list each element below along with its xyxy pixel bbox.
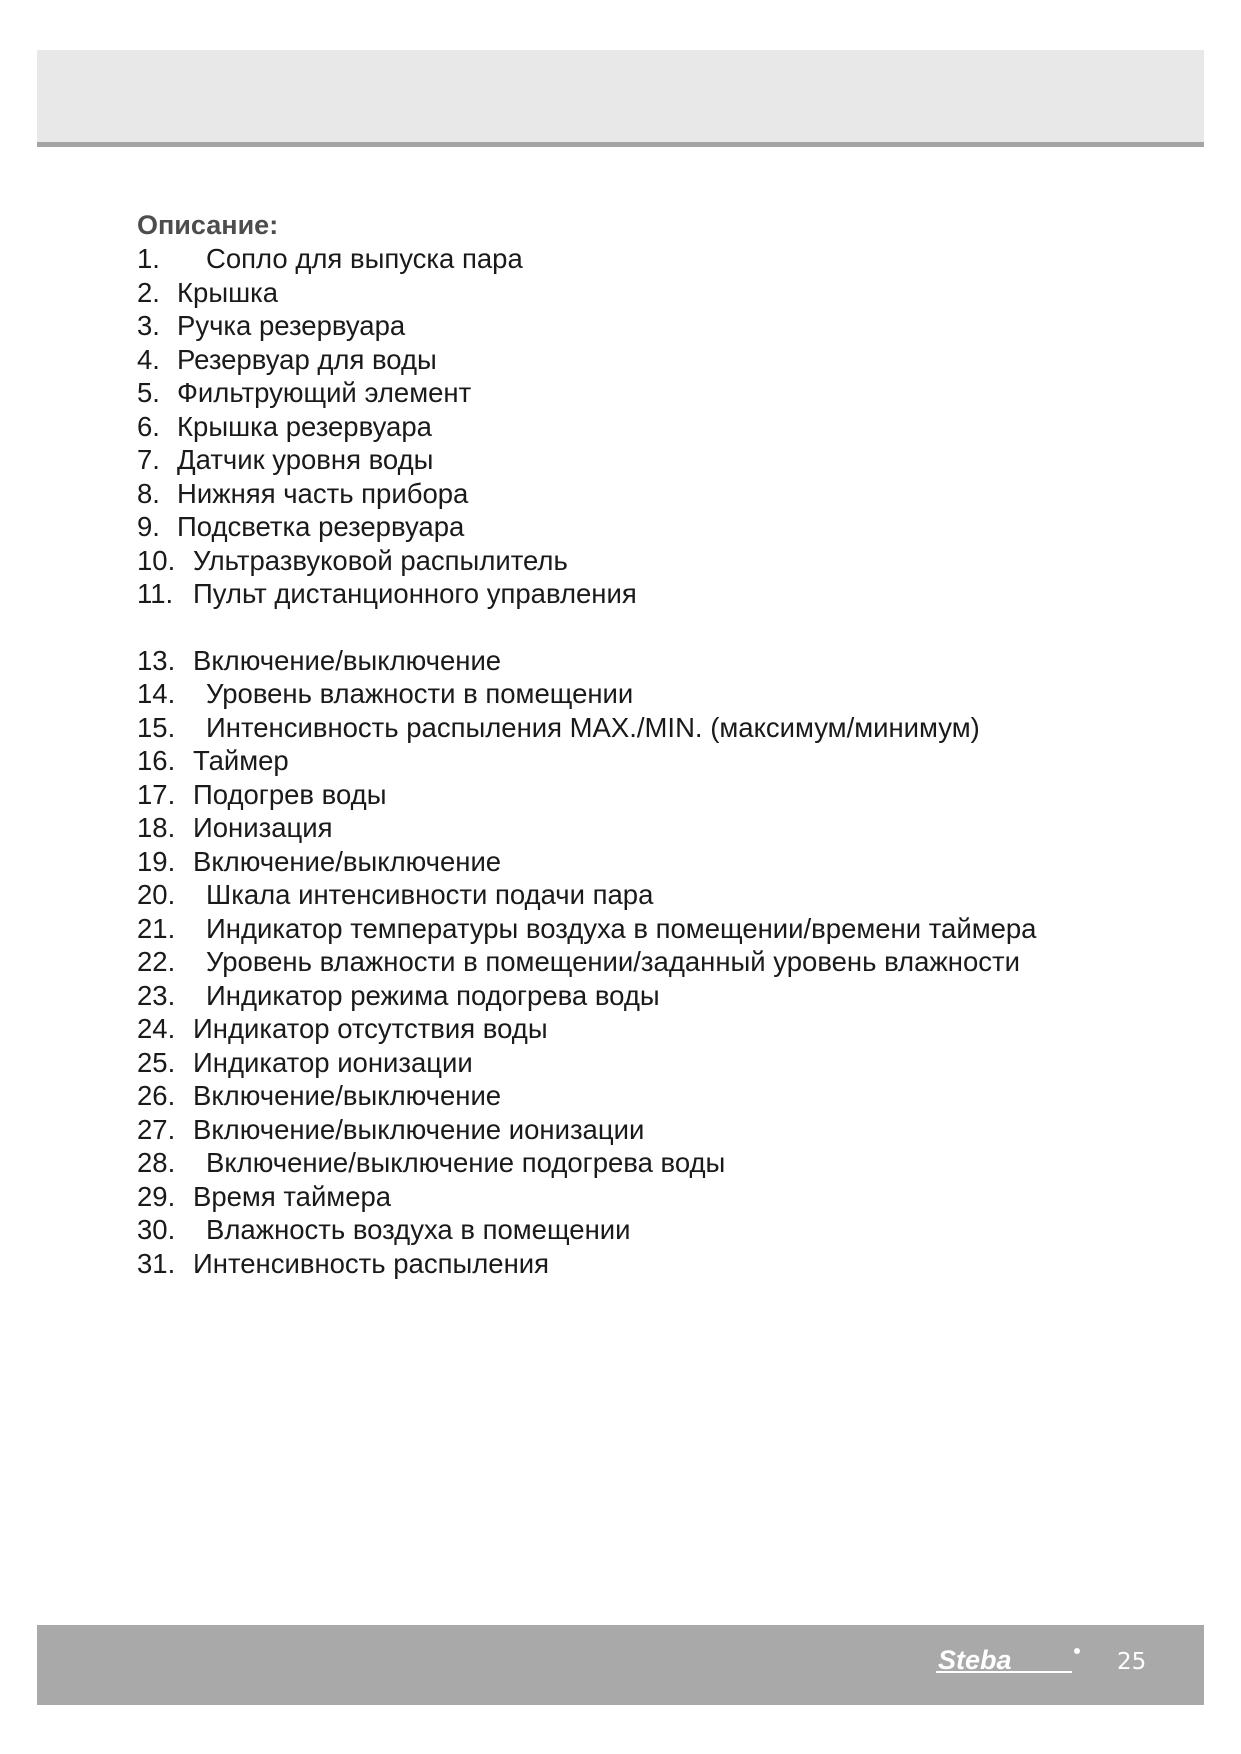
parts-list: [137, 242, 1137, 1280]
item-number: 26.: [137, 1080, 176, 1111]
description-section: [137, 208, 1137, 1280]
list-item: [137, 912, 1137, 946]
footer-band: [37, 1625, 1204, 1705]
item-number: 31.: [137, 1247, 176, 1279]
item-number: 3.: [137, 310, 160, 341]
list-item: [137, 1180, 1137, 1214]
item-text: Шкала интенсивности подачи пара: [206, 879, 654, 910]
item-text: Таймер: [193, 745, 289, 776]
item-text: Время таймера: [193, 1180, 392, 1212]
item-number: 4.: [137, 343, 160, 375]
item-text: Ионизация: [193, 812, 333, 843]
list-item: [137, 477, 1137, 511]
steba-logo-icon: [934, 1643, 1086, 1677]
item-text: Индикатор отсутствия воды: [193, 1013, 548, 1044]
item-number: 10.: [137, 544, 176, 576]
list-item: [137, 945, 1137, 979]
item-number: 6.: [137, 410, 160, 442]
item-text: Сопло для выпуска пара: [206, 243, 523, 274]
item-number: 18.: [137, 812, 176, 843]
item-text: Влажность воздуха в помещении: [206, 1214, 631, 1245]
item-text: Подогрев воды: [193, 778, 387, 810]
item-text: Уровень влажности в помещении: [206, 678, 634, 709]
item-number: 15.: [137, 711, 176, 743]
item-text: Интенсивность распыления: [193, 1247, 550, 1279]
list-item: [137, 778, 1137, 812]
item-text: Подсветка резервуара: [177, 511, 465, 542]
item-number: 7.: [137, 444, 160, 475]
item-number: 30.: [137, 1214, 176, 1245]
page-number: 25: [1117, 1649, 1147, 1675]
item-number: 16.: [137, 745, 176, 776]
list-item: [137, 343, 1137, 377]
list-item: [137, 811, 1137, 845]
list-item: [137, 979, 1137, 1013]
header-band: [37, 50, 1204, 147]
list-item: [137, 242, 1137, 276]
list-item: [137, 309, 1137, 343]
item-text: Включение/выключение: [193, 644, 502, 676]
list-item: [137, 276, 1137, 310]
list-item: [137, 376, 1137, 410]
item-number: 19.: [137, 845, 176, 877]
item-number: 22.: [137, 946, 176, 977]
item-text: Включение/выключение: [193, 1080, 502, 1111]
item-number: 24.: [137, 1013, 176, 1044]
item-number: 21.: [137, 912, 176, 944]
list-item: [137, 443, 1137, 477]
item-text: Индикатор режима подогрева воды: [206, 979, 660, 1011]
list-item: [137, 1113, 1137, 1147]
item-number: 25.: [137, 1046, 176, 1078]
item-number: 14.: [137, 678, 176, 709]
item-text: Крышка резервуара: [177, 410, 432, 442]
item-number: 11.: [137, 578, 174, 609]
list-item: [137, 1146, 1137, 1180]
list-item: [137, 845, 1137, 879]
item-number: 17.: [137, 778, 176, 810]
list-item: [137, 1046, 1137, 1080]
section-heading: Описание:: [137, 210, 279, 240]
item-text: Фильтрующий элемент: [177, 377, 472, 408]
list-item: [137, 711, 1137, 745]
item-text: Индикатор температуры воздуха в помещении/времени таймера: [206, 912, 1037, 944]
item-number: 13.: [137, 644, 176, 676]
item-text: Включение/выключение подогрева воды: [206, 1147, 726, 1178]
list-item: [137, 577, 1137, 611]
item-text: Индикатор ионизации: [193, 1046, 473, 1078]
item-text: Уровень влажности в помещении/заданный уровень влажности: [206, 946, 1020, 977]
list-item: [137, 1079, 1137, 1113]
item-text: Нижняя часть прибора: [177, 477, 469, 509]
list-item: [137, 1012, 1137, 1046]
list-item: [137, 878, 1137, 912]
item-number: 2.: [137, 276, 160, 308]
list-item: [137, 677, 1137, 711]
item-text: Датчик уровня воды: [177, 444, 434, 475]
item-text: Включение/выключение: [193, 845, 502, 877]
item-number: 28.: [137, 1147, 176, 1178]
list-item: [137, 544, 1137, 578]
item-number: 27.: [137, 1113, 176, 1145]
item-text: Включение/выключение ионизации: [193, 1113, 645, 1145]
list-item: [137, 410, 1137, 444]
item-text: Пульт дистанционного управления: [193, 578, 637, 609]
logo-dot: [1074, 1648, 1080, 1654]
item-text: Ручка резервуара: [177, 310, 406, 341]
list-item: [137, 1247, 1137, 1281]
item-number: 9.: [137, 511, 160, 542]
item-text: Крышка: [177, 276, 279, 308]
item-text: Интенсивность распыления MAX./MIN. (максимум/минимум): [206, 711, 980, 743]
list-item: [137, 510, 1137, 544]
list-item: [137, 744, 1137, 778]
list-item: [137, 1213, 1137, 1247]
logo-text: Steba: [938, 1645, 1012, 1675]
item-text: Ультразвуковой распылитель: [193, 544, 568, 576]
item-number: 20.: [137, 879, 176, 910]
item-text: Резервуар для воды: [177, 343, 437, 375]
item-number: 1.: [137, 243, 160, 274]
list-item: [137, 644, 1137, 678]
item-number: 23.: [137, 979, 176, 1011]
item-number: 5.: [137, 377, 160, 408]
item-number: 29.: [137, 1180, 176, 1212]
item-number: 8.: [137, 477, 160, 509]
